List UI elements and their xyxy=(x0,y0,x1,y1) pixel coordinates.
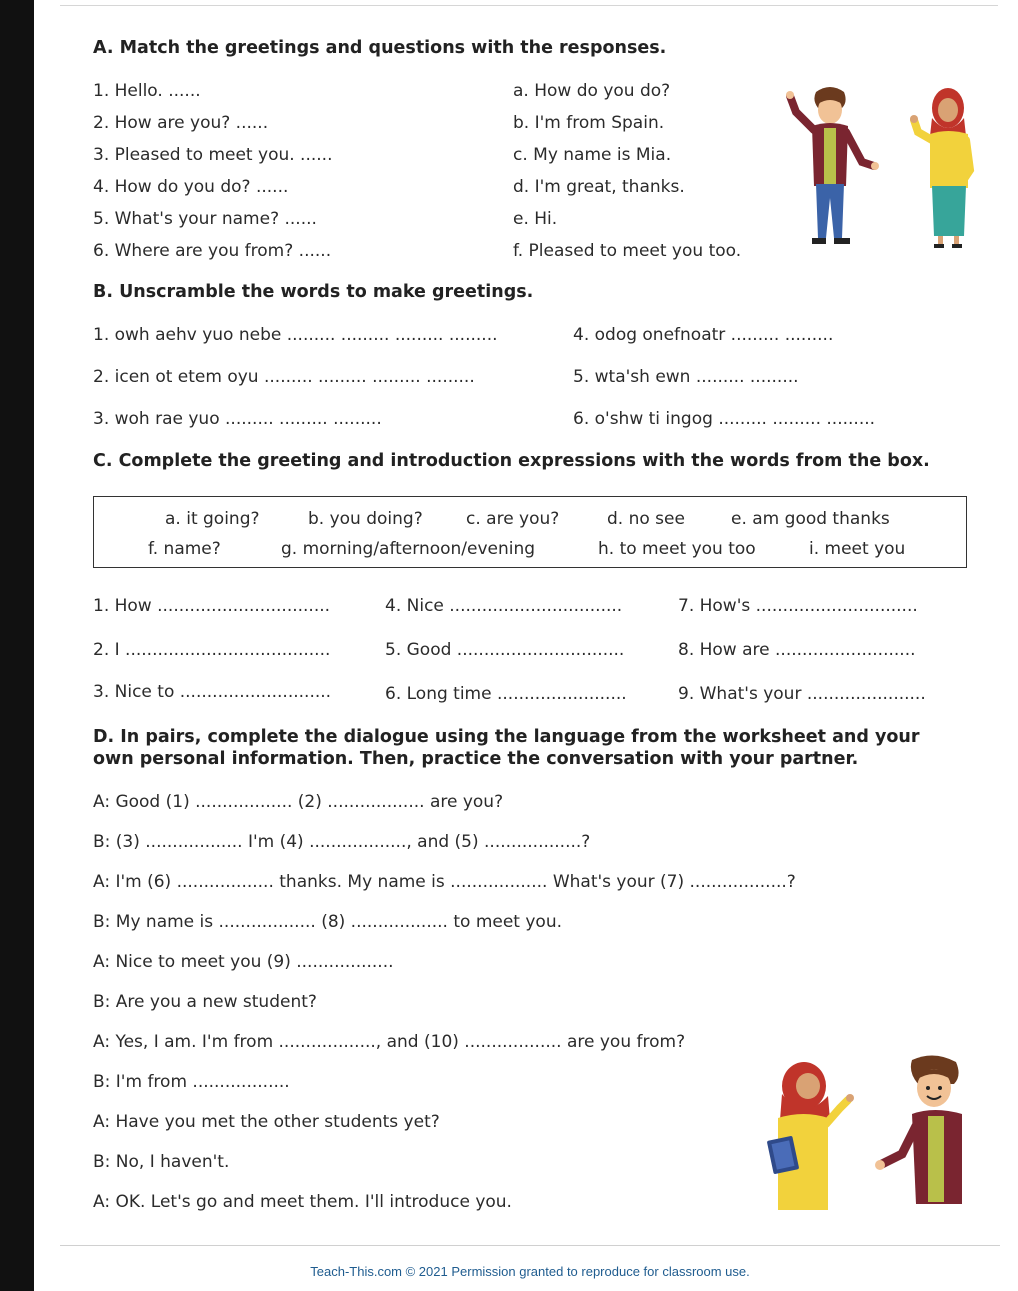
complete-7-label: 7. How's xyxy=(678,596,751,616)
complete-8: 8. How are .......................... xyxy=(678,640,916,660)
complete-1-label: 1. How xyxy=(93,596,152,616)
unscramble-2: 2. icen ot etem oyu ......... ......... ......... ......... xyxy=(93,367,475,387)
unscramble-5: 5. wta'sh ewn ......... ......... xyxy=(573,367,799,387)
response-c: c. My name is Mia. xyxy=(513,145,672,165)
dialogue-line-2: B: (3) .................. I'm (4) .................., and (5) ..................? xyxy=(93,832,591,852)
greeting-6: 6. Where are you from? ...... xyxy=(93,241,332,261)
unscramble-4: 4. odog onefnoatr ......... ......... xyxy=(573,325,834,345)
dialogue-line-6: B: Are you a new student? xyxy=(93,992,317,1012)
box-option-g: g. morning/afternoon/evening xyxy=(281,539,536,559)
dialogue-line-4: B: My name is .................. (8) .................. to meet you. xyxy=(93,912,563,932)
girl-with-book-illustration xyxy=(764,1060,864,1210)
box-option-e: e. am good thanks xyxy=(731,509,890,529)
response-b: b. I'm from Spain. xyxy=(513,113,665,133)
greeting-5: 5. What's your name? ...... xyxy=(93,209,317,229)
complete-9-label: 9. What's your xyxy=(678,684,802,704)
box-option-b: b. you doing? xyxy=(308,509,423,529)
dialogue-line-10: B: No, I haven't. xyxy=(93,1152,230,1172)
section-d-heading-line2: own personal information. Then, practice the conversation with your partner. xyxy=(93,749,859,769)
section-d-heading-line1: D. In pairs, complete the dialogue using the language from the worksheet and your xyxy=(93,727,920,747)
response-f: f. Pleased to meet you too. xyxy=(513,241,742,261)
dialogue-line-7: A: Yes, I am. I'm from .................., and (10) .................. are you from? xyxy=(93,1032,686,1052)
box-option-d: d. no see xyxy=(607,509,685,529)
complete-2: 2. I ...................................... xyxy=(93,640,331,660)
girl-hijab-illustration xyxy=(908,86,978,256)
complete-5-label: 5. Good xyxy=(385,640,452,660)
response-d: d. I'm great, thanks. xyxy=(513,177,685,197)
greeting-4: 4. How do you do? ...... xyxy=(93,177,289,197)
complete-7: 7. How's .............................. xyxy=(678,596,918,616)
box-option-i: i. meet you xyxy=(809,539,906,559)
complete-4-label: 4. Nice xyxy=(385,596,444,616)
dialogue-line-8: B: I'm from .................. xyxy=(93,1072,290,1092)
complete-4: 4. Nice ................................ xyxy=(385,596,623,616)
box-option-a: a. it going? xyxy=(165,509,260,529)
complete-5: 5. Good ............................... xyxy=(385,640,625,660)
box-option-f: f. name? xyxy=(148,539,221,559)
boy-waving-illustration xyxy=(782,86,882,256)
box-option-h: h. to meet you too xyxy=(598,539,756,559)
section-a-heading: A. Match the greetings and questions with the responses. xyxy=(93,38,667,58)
box-option-c: c. are you? xyxy=(466,509,560,529)
response-e: e. Hi. xyxy=(513,209,558,229)
complete-1: 1. How ................................ xyxy=(93,596,331,616)
complete-3: 3. Nice to ............................ xyxy=(93,682,332,702)
complete-6-label: 6. Long time xyxy=(385,684,492,704)
complete-6: 6. Long time ........................ xyxy=(385,684,627,704)
left-black-bar xyxy=(0,0,34,1291)
bottom-divider xyxy=(60,1245,1000,1246)
dialogue-line-9: A: Have you met the other students yet? xyxy=(93,1112,440,1132)
section-b-heading: B. Unscramble the words to make greetings. xyxy=(93,282,534,302)
copyright-footer: Teach-This.com © 2021 Permission granted to reproduce for classroom use. xyxy=(310,1264,750,1279)
unscramble-6: 6. o'shw ti ingog ......... ......... ......... xyxy=(573,409,876,429)
response-a: a. How do you do? xyxy=(513,81,671,101)
unscramble-3: 3. woh rae yuo ......... ......... ......... xyxy=(93,409,382,429)
unscramble-1: 1. owh aehv yuo nebe ......... ......... ......... ......... xyxy=(93,325,498,345)
section-c-heading: C. Complete the greeting and introduction expressions with the words from the box. xyxy=(93,451,930,471)
top-divider xyxy=(60,5,998,6)
dialogue-line-11: A: OK. Let's go and meet them. I'll introduce you. xyxy=(93,1192,512,1212)
complete-8-label: 8. How are xyxy=(678,640,770,660)
boy-smiling-illustration xyxy=(872,1054,972,1210)
dialogue-line-1: A: Good (1) .................. (2) .................. are you? xyxy=(93,792,504,812)
greeting-2: 2. How are you? ...... xyxy=(93,113,269,133)
complete-3-label: 3. Nice to xyxy=(93,682,175,702)
complete-9: 9. What's your ...................... xyxy=(678,684,926,704)
greeting-1: 1. Hello. ...... xyxy=(93,81,201,101)
complete-2-label: 2. I xyxy=(93,640,120,660)
dialogue-line-3: A: I'm (6) .................. thanks. My name is .................. What's your (7) ..................? xyxy=(93,872,796,892)
greeting-3: 3. Pleased to meet you. ...... xyxy=(93,145,333,165)
dialogue-line-5: A: Nice to meet you (9) .................. xyxy=(93,952,394,972)
